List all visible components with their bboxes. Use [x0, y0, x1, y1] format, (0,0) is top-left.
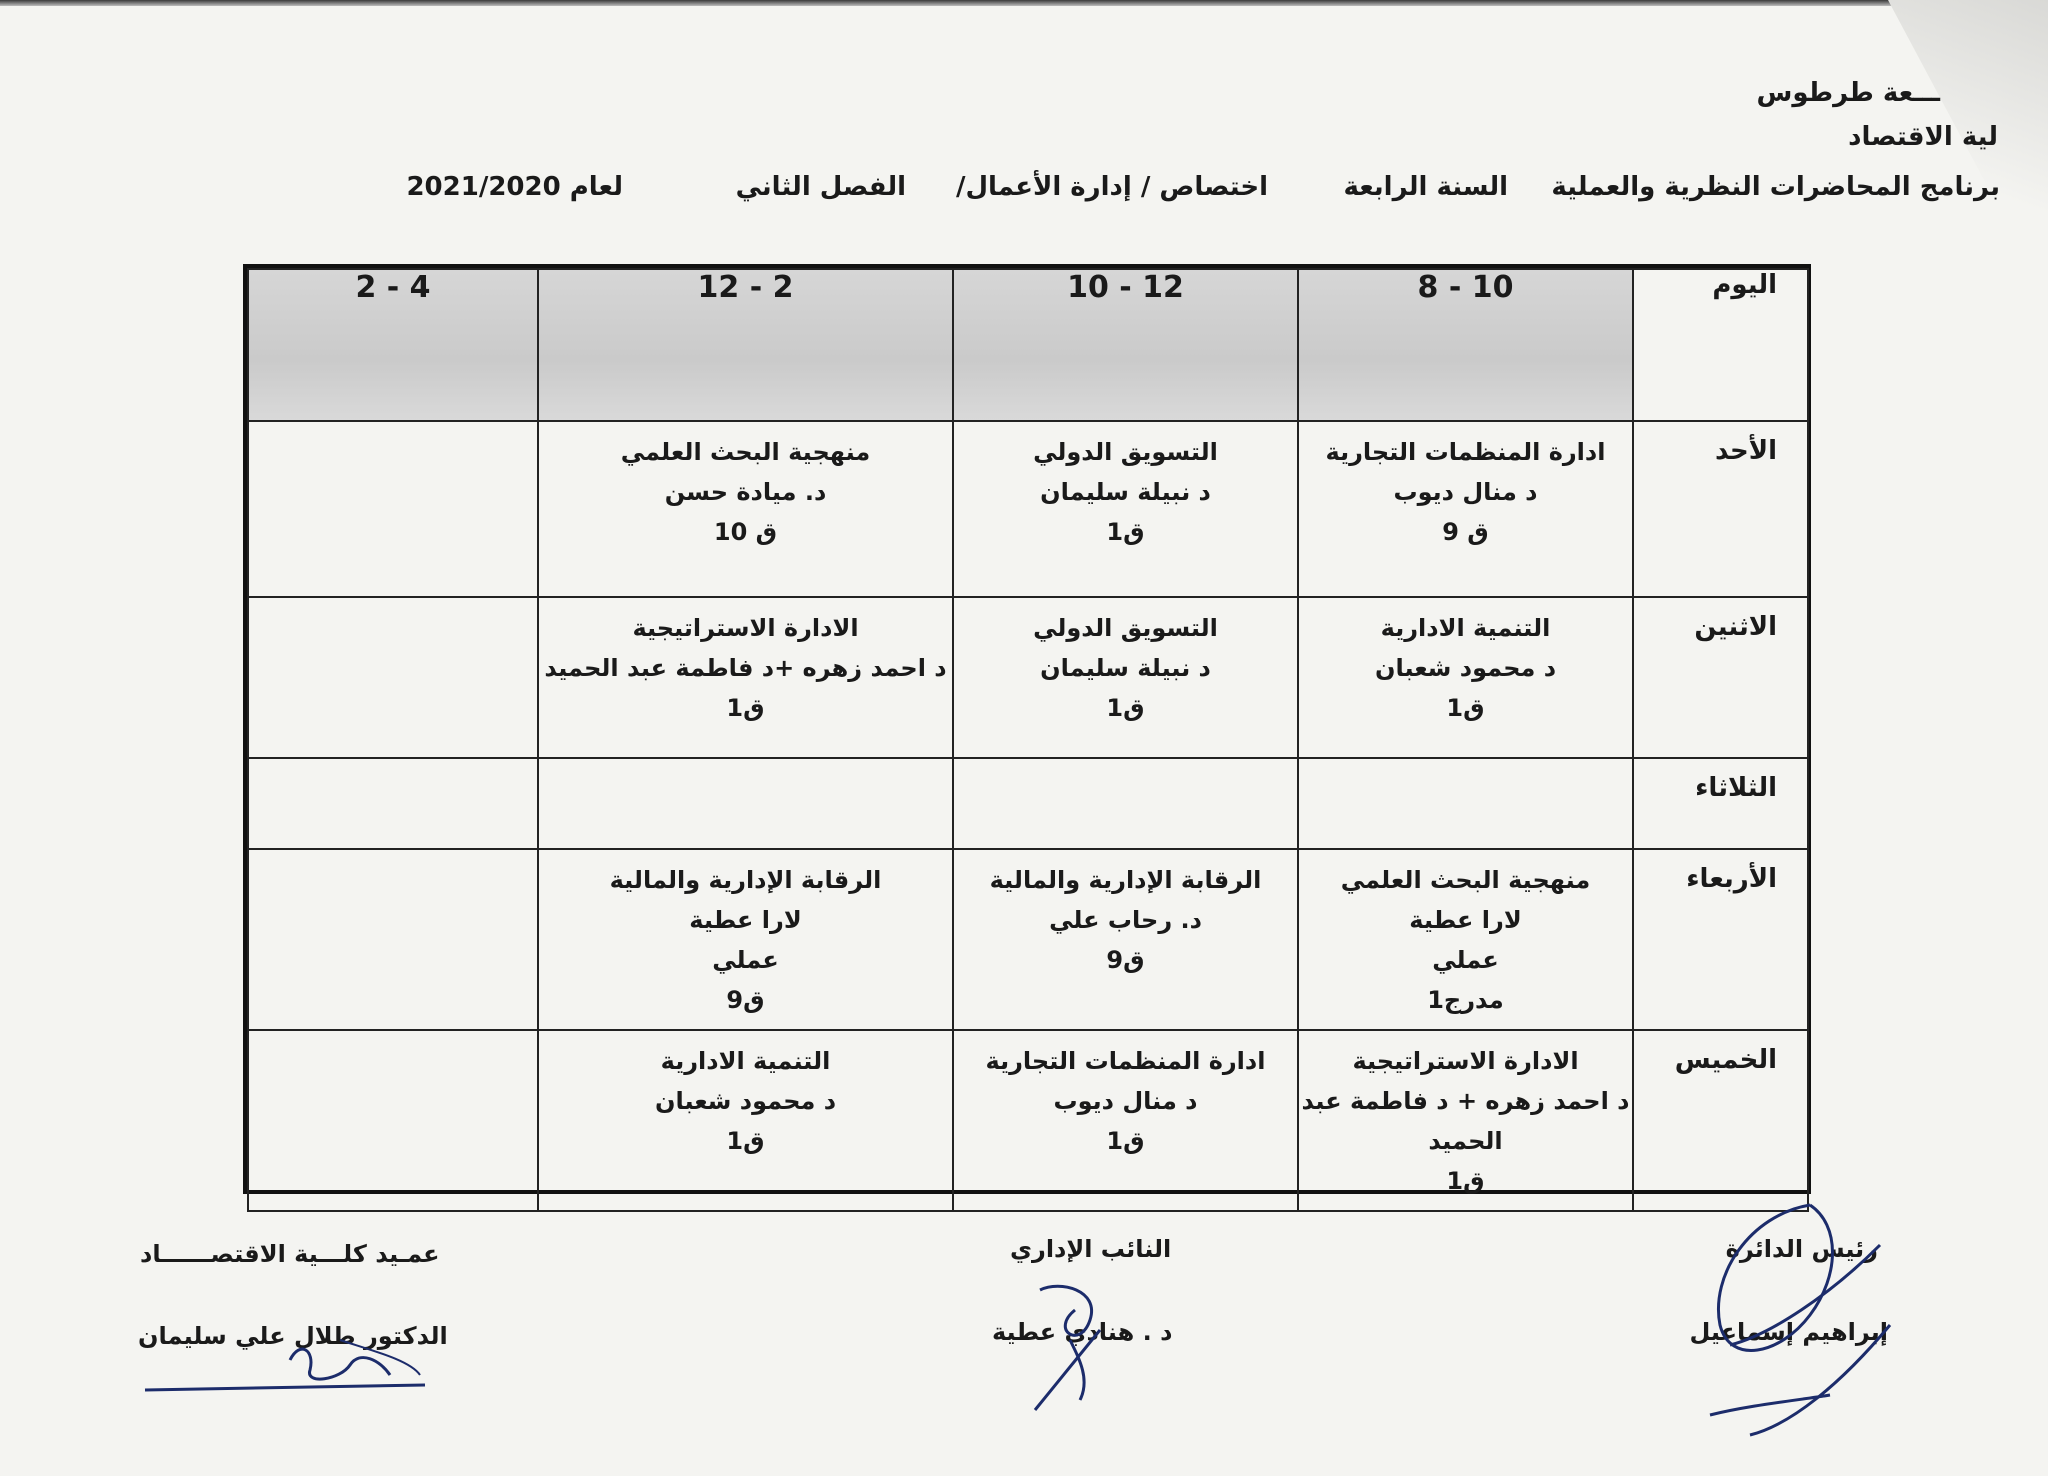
- room: مدرج1: [1427, 986, 1504, 1014]
- time-slot-header: 4 - 2: [248, 269, 538, 421]
- empty-cell: [248, 1030, 538, 1211]
- instructor: د منال ديوب: [1393, 478, 1538, 506]
- deputy-signature-icon: [1020, 1270, 1140, 1420]
- empty-cell: [1298, 758, 1633, 849]
- table-row: [248, 758, 1808, 849]
- course-name: الادارة الاستراتيجية: [1352, 1047, 1579, 1075]
- class-cell: [1298, 1030, 1633, 1211]
- instructor: د محمود شعبان: [654, 1087, 837, 1115]
- table-row: [248, 849, 1808, 1030]
- empty-cell: [953, 758, 1298, 849]
- instructor: لارا عطية: [1409, 906, 1522, 934]
- academic-year: لعام 2021/2020: [406, 172, 623, 202]
- room: ق9: [1106, 946, 1145, 974]
- program-title: برنامج المحاضرات النظرية والعملية: [1551, 172, 2000, 202]
- schedule-table: [247, 268, 1809, 1212]
- course-name: الرقابة الإدارية والمالية: [609, 866, 882, 894]
- department-head-name: إبراهيم إسماعيل: [1689, 1318, 1888, 1346]
- table-row: [248, 597, 1808, 758]
- department-head-title: رئيس الدائرة: [1725, 1235, 1878, 1263]
- instructor: د منال ديوب: [1053, 1087, 1198, 1115]
- instructor: د. رحاب علي: [1049, 906, 1202, 934]
- course-name: ادارة المنظمات التجارية: [1325, 438, 1606, 466]
- class-cell: [953, 1030, 1298, 1211]
- day-label: الثلاثاء: [1633, 758, 1808, 849]
- course-name: منهجية البحث العلمي: [620, 438, 871, 466]
- empty-cell: [538, 758, 953, 849]
- course-name: الادارة الاستراتيجية: [632, 614, 859, 642]
- course-name: منهجية البحث العلمي: [1340, 866, 1591, 894]
- class-cell: [1298, 421, 1633, 597]
- room: ق1: [1106, 694, 1145, 722]
- room: ق 10: [713, 518, 778, 546]
- class-cell: [538, 849, 953, 1030]
- day-label: الاثنين: [1633, 597, 1808, 758]
- class-cell: [953, 421, 1298, 597]
- head-signature-icon: [1690, 1185, 1910, 1465]
- instructor-continued: الحميد: [1428, 1127, 1503, 1155]
- schedule-table-frame: [243, 264, 1811, 1194]
- empty-cell: [248, 597, 538, 758]
- instructor: د احمد زهره +د فاطمة عبد الحميد: [544, 654, 947, 682]
- instructor: د نبيلة سليمان: [1040, 478, 1211, 506]
- course-name: التسويق الدولي: [1033, 438, 1218, 466]
- dean-title: عمـيد كلـــية الاقتصــــــاد: [140, 1240, 440, 1268]
- course-name: التنمية الادارية: [1380, 614, 1551, 642]
- empty-cell: [248, 849, 538, 1030]
- instructor: د محمود شعبان: [1374, 654, 1557, 682]
- instructor: د. ميادة حسن: [664, 478, 827, 506]
- study-year: السنة الرابعة: [1343, 172, 1508, 202]
- course-name: ادارة المنظمات التجارية: [985, 1047, 1266, 1075]
- room: ق1: [726, 1127, 765, 1155]
- day-label: الخميس: [1633, 1030, 1808, 1211]
- table-row: [248, 1030, 1808, 1211]
- class-cell: [538, 421, 953, 597]
- room: ق1: [1446, 1167, 1485, 1195]
- empty-cell: [248, 758, 538, 849]
- course-name: التسويق الدولي: [1033, 614, 1218, 642]
- room: ق1: [1106, 1127, 1145, 1155]
- deputy-title: النائب الإداري: [1010, 1235, 1172, 1263]
- dean-name: الدكتور طلال علي سليمان: [138, 1322, 448, 1350]
- dean-signature-icon: [140, 1330, 430, 1410]
- time-slot-header: 2 - 12: [538, 269, 953, 421]
- class-cell: [538, 597, 953, 758]
- instructor: د نبيلة سليمان: [1040, 654, 1211, 682]
- class-cell: [1298, 597, 1633, 758]
- room: ق1: [726, 694, 765, 722]
- faculty-name: لية الاقتصاد: [1848, 122, 1998, 152]
- class-cell: [538, 1030, 953, 1211]
- room: ق1: [1446, 694, 1485, 722]
- page-top-edge: [0, 0, 2048, 6]
- session-type: عملي: [1432, 946, 1499, 974]
- deputy-name: د . هنادي عطية: [992, 1318, 1173, 1346]
- specialization: اختصاص / إدارة الأعمال/: [955, 172, 1268, 202]
- university-name: ـــعة طرطوس: [1756, 78, 1940, 108]
- table-row: [248, 421, 1808, 597]
- semester: الفصل الثاني: [735, 172, 906, 202]
- instructor: د احمد زهره + د فاطمة عبد: [1301, 1087, 1630, 1115]
- room: ق9: [726, 986, 765, 1014]
- day-label: الأحد: [1633, 421, 1808, 597]
- instructor: لارا عطية: [689, 906, 802, 934]
- day-column-header: اليوم: [1633, 269, 1808, 421]
- class-cell: [953, 597, 1298, 758]
- class-cell: [953, 849, 1298, 1030]
- session-type: عملي: [712, 946, 779, 974]
- day-label: الأربعاء: [1633, 849, 1808, 1030]
- room: ق 9: [1442, 518, 1489, 546]
- time-slot-header: 12 - 10: [953, 269, 1298, 421]
- class-cell: [1298, 849, 1633, 1030]
- course-name: الرقابة الإدارية والمالية: [989, 866, 1262, 894]
- table-header-row: [248, 269, 1808, 421]
- time-slot-header: 10 - 8: [1298, 269, 1633, 421]
- empty-cell: [248, 421, 538, 597]
- room: ق1: [1106, 518, 1145, 546]
- course-name: التنمية الادارية: [660, 1047, 831, 1075]
